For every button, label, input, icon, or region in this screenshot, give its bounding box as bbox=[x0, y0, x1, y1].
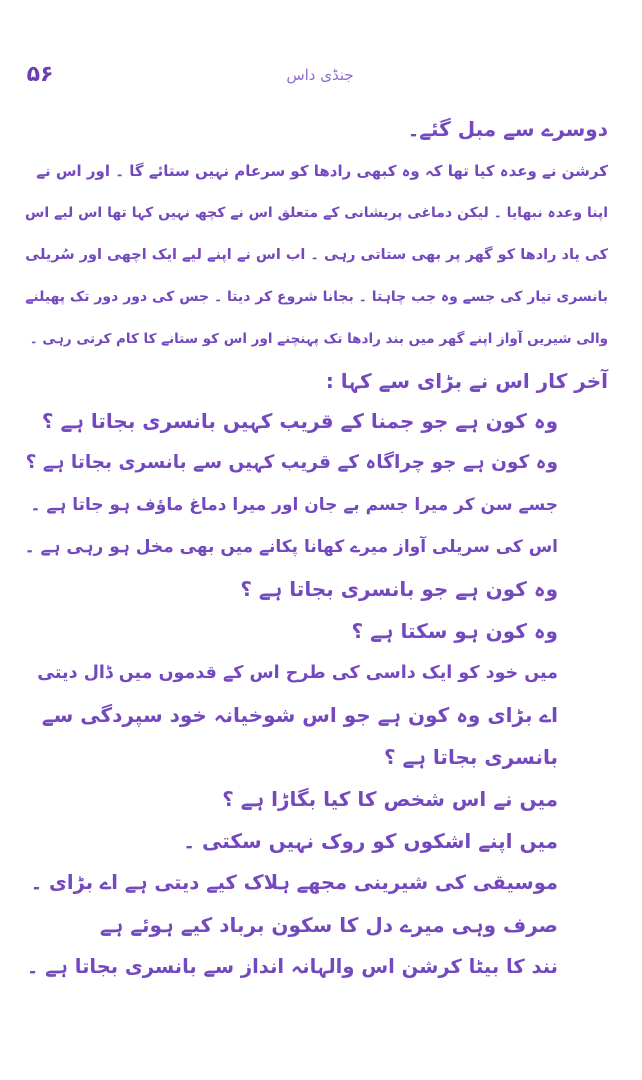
prose-line: اپنا وعدہ نبھایا ۔ لیکن دماغی پریشانی کے متعلق اس نے کچھ نہیں کہا تھا اس لیے اس bbox=[25, 205, 608, 221]
verse-line: نند کا بیٹا کرشن اس والہانہ انداز سے بانسری بجاتا ہے ۔ bbox=[26, 955, 558, 978]
prose-line: کی یاد رادھا کو گھر پر بھی ستاتی رہی ۔ اب اس نے اپنے لیے ایک اچھی اور سُریلی bbox=[25, 247, 608, 263]
prose-line: والی شیریں آواز اپنے گھر میں بند رادھا تک پہنچنے اور اس کو ستانے کا کام کرتی رہی ۔ bbox=[29, 331, 608, 347]
verse-line: جسے سن کر میرا جسم بے جان اور میرا دماغ ماؤف ہو جاتا ہے ۔ bbox=[30, 495, 558, 515]
verse-line: اس کی سریلی آواز میرے کھانا پکانے میں بھی مخل ہو رہی ہے ۔ bbox=[24, 537, 558, 557]
verse-line: اے بڑای وہ کون ہے جو اس شوخیانہ خود سپردگی سے bbox=[41, 703, 558, 727]
prose-line: آخر کار اس نے بڑای سے کہا : bbox=[325, 369, 608, 393]
verse-line: وہ کون ہے جو چراگاہ کے قریب کہیں سے بانسری بجاتا ہے ؟ bbox=[25, 452, 558, 473]
verse-line: وہ کون ہے جو بانسری بجاتا ہے ؟ bbox=[240, 577, 558, 601]
verse-line: صرف وہی میرے دل کا سکون برباد کیے ہوئے ہے bbox=[99, 913, 558, 937]
verse-line: میں نے اس شخص کا کیا بگاڑا ہے ؟ bbox=[222, 787, 558, 811]
verse-line: بانسری بجاتا ہے ؟ bbox=[383, 745, 558, 769]
verse-line: موسیقی کی شیرینی مجھے ہلاک کیے دیتی ہے اے بڑای ۔ bbox=[30, 871, 558, 894]
prose-line: دوسرے سے مبل گئے۔ bbox=[407, 117, 608, 141]
page-number: ۵۶ bbox=[26, 62, 54, 87]
verse-line: وہ کون ہو سکتا ہے ؟ bbox=[351, 619, 558, 643]
verse-line: میں خود کو ایک داسی کی طرح اس کے قدموں میں ڈال دیتی bbox=[37, 663, 558, 683]
prose-line: بانسری تیار کی جسے وہ جب چاہتا ۔ بجانا شروع کر دیتا ۔ جس کی دور دور تک پھیلنے bbox=[25, 289, 608, 305]
prose-line: کرشن نے وعدہ کیا تھا کہ وہ کبھی رادھا کو سرعام نہیں ستائے گا ۔ اور اس نے bbox=[36, 162, 608, 180]
verse-line: میں اپنے اشکوں کو روک نہیں سکتی ۔ bbox=[183, 829, 558, 853]
chapter-title: جنڈی داس bbox=[286, 66, 354, 84]
running-head bbox=[0, 62, 642, 90]
verse-line: وہ کون ہے جو جمنا کے قریب کہیں بانسری بجاتا ہے ؟ bbox=[41, 409, 558, 433]
